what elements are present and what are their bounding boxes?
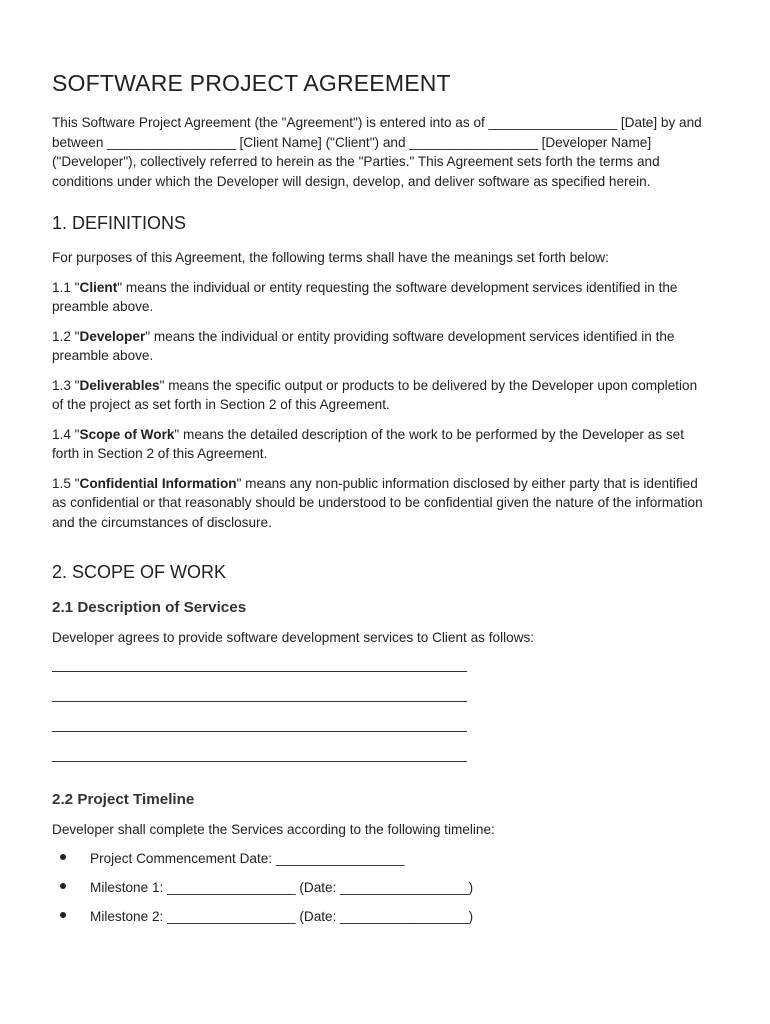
blank-line: [52, 671, 467, 672]
intro-paragraph: This Software Project Agreement (the "Agreement") is entered into as of _________________ [Date] by and between _________________ [Client Name] ("Client") and _________________ [Developer Name] ("Developer"), collectively referred to herein as the "Parties." This Agreement sets forth the terms and conditions under which the Developer will design, develop, and deliver software as specified herein.: [52, 115, 702, 189]
blank-line: [52, 761, 467, 762]
blank-line: [52, 701, 467, 702]
definition-term: Developer: [79, 328, 146, 344]
bullet-icon: [60, 883, 66, 889]
definitions-lead: For purposes of this Agreement, the following terms shall have the meanings set forth below:: [52, 250, 609, 265]
subsection-heading-timeline: 2.2 Project Timeline: [52, 790, 195, 808]
timeline-lead: Developer shall complete the Services according to the following timeline:: [52, 821, 495, 837]
list-item: Milestone 2: _________________ (Date: _________________): [52, 907, 710, 926]
definition-item: 1.3 "Deliverables" means the specific output or products to be delivered by the Developer upon completion of the project as set forth in Section 2 of this Agreement.: [52, 377, 698, 412]
definition-term: Scope of Work: [79, 426, 175, 442]
bullet-icon: [60, 854, 66, 860]
timeline-list: [52, 849, 710, 926]
document-title: SOFTWARE PROJECT AGREEMENT: [52, 70, 451, 96]
services-blank-lines: [52, 671, 710, 762]
definition-item: 1.5 "Confidential Information" means any non-public information disclosed by either party that is identified as confidential or that reasonably should be understood to be confidential given the nature of the information and the circumstances of disclosure.: [52, 475, 703, 530]
definition-term: Client: [79, 279, 118, 295]
blank-line: [52, 731, 467, 732]
section-heading-definitions: 1. DEFINITIONS: [52, 213, 187, 233]
definition-term: Confidential Information: [79, 475, 237, 491]
subsection-heading-services: 2.1 Description of Services: [52, 599, 247, 616]
list-item: Project Commencement Date: _________________: [52, 849, 710, 868]
definition-item: 1.4 "Scope of Work" means the detailed description of the work to be performed by the Developer as set forth in Section 2 of this Agreement.: [52, 426, 685, 461]
bullet-icon: [60, 912, 66, 918]
section-heading-scope: 2. SCOPE OF WORK: [52, 562, 227, 582]
definition-term: Deliverables: [79, 377, 160, 393]
services-lead: Developer agrees to provide software development services to Client as follows:: [52, 630, 535, 645]
list-item: Milestone 1: _________________ (Date: _________________): [52, 878, 710, 897]
definition-item: 1.2 "Developer" means the individual or entity providing software development services identified in the preamble above.: [52, 328, 675, 363]
definition-item: 1.1 "Client" means the individual or entity requesting the software development services identified in the preamble above.: [52, 279, 678, 314]
